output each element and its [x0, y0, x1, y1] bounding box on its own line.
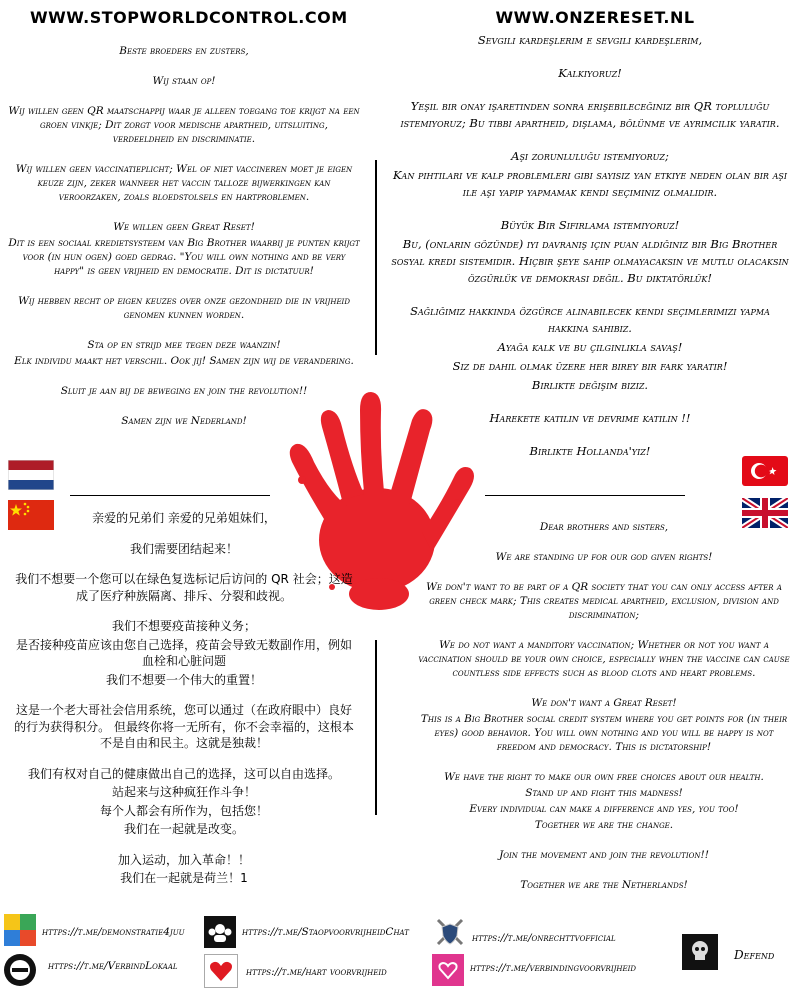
turkish-greeting: Sevgili kardeşlerim e sevgili kardeşlerim, [477, 33, 703, 47]
turkish-paragraph: Sağlığımız hakkında özgürce alınabilecek kendi seçimlerimizi yapma hakkına sahibiz. [410, 304, 770, 335]
community-group-icon [204, 916, 236, 948]
skull-icon [682, 934, 718, 970]
link-verbindlokaal[interactable]: https://t.me/VerbindLokaal [48, 960, 178, 972]
dutch-line: We willen geen Great Reset! [113, 221, 255, 233]
heart-icon [204, 954, 238, 988]
dutch-paragraph: Wij willen geen QR maatschappij waar je alleen toegang toe krijgt na een groen vinkje; Dit zorgt voor medische apartheid, uitsluiting, verdeeldheid en discriminatie. [8, 105, 360, 145]
turkish-line: Büyük Bir Sıfırlama istemiyoruz! [500, 218, 680, 232]
english-greeting: Dear brothers and sisters, [539, 521, 669, 533]
chinese-paragraph: 这是一个老大哥社会信用系统，您可以通过（在政府眼中）良好的行为获得积分。 但最终你将一无所有，你不会幸福的，这根本不是自由和民主。这就是独裁！ [14, 703, 354, 750]
turkey-flag [742, 456, 788, 486]
verbinding-heart-icon [432, 954, 464, 986]
turkish-line: Ayağa kalk ve bu çılgınlıkla savaş! [497, 340, 683, 354]
chinese-line: 我们不想要一个伟大的重置！ [105, 672, 262, 687]
chinese-text [14, 510, 354, 901]
chinese-line: 站起来与这种疯狂作斗争！ [111, 785, 256, 799]
link-staopvoorvrijheid[interactable]: https://t.me/StaopvoorvrijheidChat [242, 926, 409, 938]
turkish-line: Harekete katılın ve devrime katılın !! [489, 411, 691, 425]
english-line: Every individual can make a difference and yes, you too! [469, 803, 739, 815]
turkish-line: Kalkıyoruz! [558, 66, 622, 80]
chinese-paragraph: 我们有权对自己的健康做出自己的选择，这可以自由选择。 [27, 766, 340, 781]
divider-vertical-bottom [375, 640, 377, 815]
chinese-line: 我们在一起就是改变。 [123, 822, 244, 836]
turkish-paragraph: Kan pıhtıları ve kalp problemleri gibi sayısız yan etkiye neden olan bir aşı ile aşı yapıp yapmamak kendi seçiminiz olmalıdır. [392, 168, 788, 199]
dutch-greeting: Beste broeders en zusters, [119, 45, 249, 57]
dutch-paragraph: Elk individu maakt het verschil. Ook jij! Samen zijn wij de verandering. [14, 355, 354, 367]
dutch-paragraph: Dit is een sociaal kredietsysteem van Big Brother waarbij je punten krijgt voor (in hun ogen) goed gedrag. "You will own nothing and be very happy" is geen vrijheid en democratie. Dit is dictatuur! [8, 237, 360, 277]
link-onrechttvofficial[interactable]: https://t.me/onrechttvofficial [472, 932, 616, 944]
english-paragraph: This is a Big Brother social credit system where you get points for (in their eyes) good behavior. You will own nothing and you will be happy is not freedom and democracy. This is dictatorship! [420, 713, 788, 753]
english-line: Together we are the change. [534, 819, 674, 831]
divider-vertical-top [375, 160, 377, 355]
chinese-line: 每个人都会有所作为，包括您！ [99, 803, 268, 818]
right-site-url: WWW.ONZERESET.NL [495, 8, 695, 27]
turkish-paragraph: Bu, (onların gözünde) iyi davranış için puan aldığınız bir Big Brother sosyal kredi sistemidir. Hiçbir şeye sahip olmayacaksın ve mutlu olacaksın özgürlük ve demokrası değil. Bu diktatörlük! [391, 237, 789, 285]
english-paragraph: We do not want a manditory vaccination; Whether or not you want a vaccination should be your own choice, especially when the vaccine can cause countless side effects such as blood clots and heart problems. [418, 639, 790, 679]
english-paragraph: We don't want to be part of a QR society that you can only access after a green check mark; This creates medical apartheid, exclusion, division and discrimination; [426, 581, 782, 621]
chinese-closing: 我们在一起就是荷兰！1 [120, 871, 248, 885]
dutch-paragraph: Wij hebben recht op eigen keuzes over onze gezondheid die in vrijheid genomen kunnen worden. [18, 295, 350, 321]
chinese-line: 加入运动，加入革命！！ [117, 852, 250, 867]
chinese-line: 我们需要团结起来！ [129, 541, 238, 556]
dutch-closing: Samen zijn we Nederland! [121, 415, 247, 427]
turkish-closing: Birlikte Hollanda'yız! [529, 444, 651, 458]
english-line: Join the movement and join the revolution!! [499, 849, 709, 861]
dutch-line: Sluit je aan bij de beweging en join the revolution!! [60, 385, 308, 397]
english-text [418, 520, 790, 908]
shield-swords-icon [434, 916, 466, 948]
link-demonstratie[interactable]: https://t.me/demonstratie4juu [42, 926, 185, 938]
dutch-line: Wij staan op! [152, 75, 216, 87]
dutch-line: Sta op en strijd mee tegen deze waanzin! [87, 339, 281, 351]
chinese-greeting: 亲爱的兄弟们 亲爱的兄弟姐妹们， [92, 511, 276, 525]
english-line: Stand up and fight this madness! [525, 787, 683, 799]
left-site-url: WWW.STOPWORLDCONTROL.COM [30, 8, 348, 27]
defend-label: Defend [734, 948, 775, 962]
english-paragraph: We have the right to make our own free choices about our health. [444, 771, 764, 783]
divider-horizontal-right [485, 495, 685, 496]
english-line: We don't want a Great Reset! [531, 697, 677, 709]
turkish-paragraph: Yeşil bir onay işaretinden sonra erişebileceğiniz bir QR topluluğu istemiyoruz; Bu tıbbi apartheid, dışlama, bölünme ve ayrımcılık yaratır. [400, 99, 780, 130]
turkish-line: Aşı zorunluluğu istemiyoruz; [511, 149, 669, 163]
chinese-paragraph: 是否接种疫苗应该由您自己选择，疫苗会导致无数副作用，例如血栓和心脏问题 [15, 637, 352, 668]
netherlands-flag [8, 460, 54, 490]
link-hartvoorvrijheid[interactable]: https://t.me/hart voorvrijheid [246, 966, 387, 978]
chinese-line: 我们不想要疫苗接种义务； [111, 619, 256, 633]
link-verbindingvoorvrijheid[interactable]: https://t.me/verbindingvoorvrijheid [470, 962, 636, 974]
english-line: We are standing up for our god given rights! [495, 551, 713, 563]
turkish-line: Birlikte değişim biziz. [531, 378, 649, 392]
verbind-lokaal-icon [4, 954, 36, 986]
demonstratie-group-icon [4, 914, 36, 946]
chinese-paragraph: 我们不想要一个您可以在绿色复选标记后访问的 QR 社会；这造成了医疗种族隔离、排斥、分裂和歧视。 [15, 572, 353, 603]
english-closing: Together we are the Netherlands! [520, 879, 688, 891]
dutch-paragraph: Wij willen geen vaccinatieplicht; Wel of niet vaccineren moet je eigen keuze zijn, zeker wanneer het vaccin talloze bijwerkingen kan veroorzaken, zoals bloedstolsels en hartproblemen. [15, 163, 353, 203]
divider-horizontal-left [70, 495, 270, 496]
turkish-line: Siz de dahil olmak üzere her birey bir fark yaratır! [452, 359, 728, 373]
